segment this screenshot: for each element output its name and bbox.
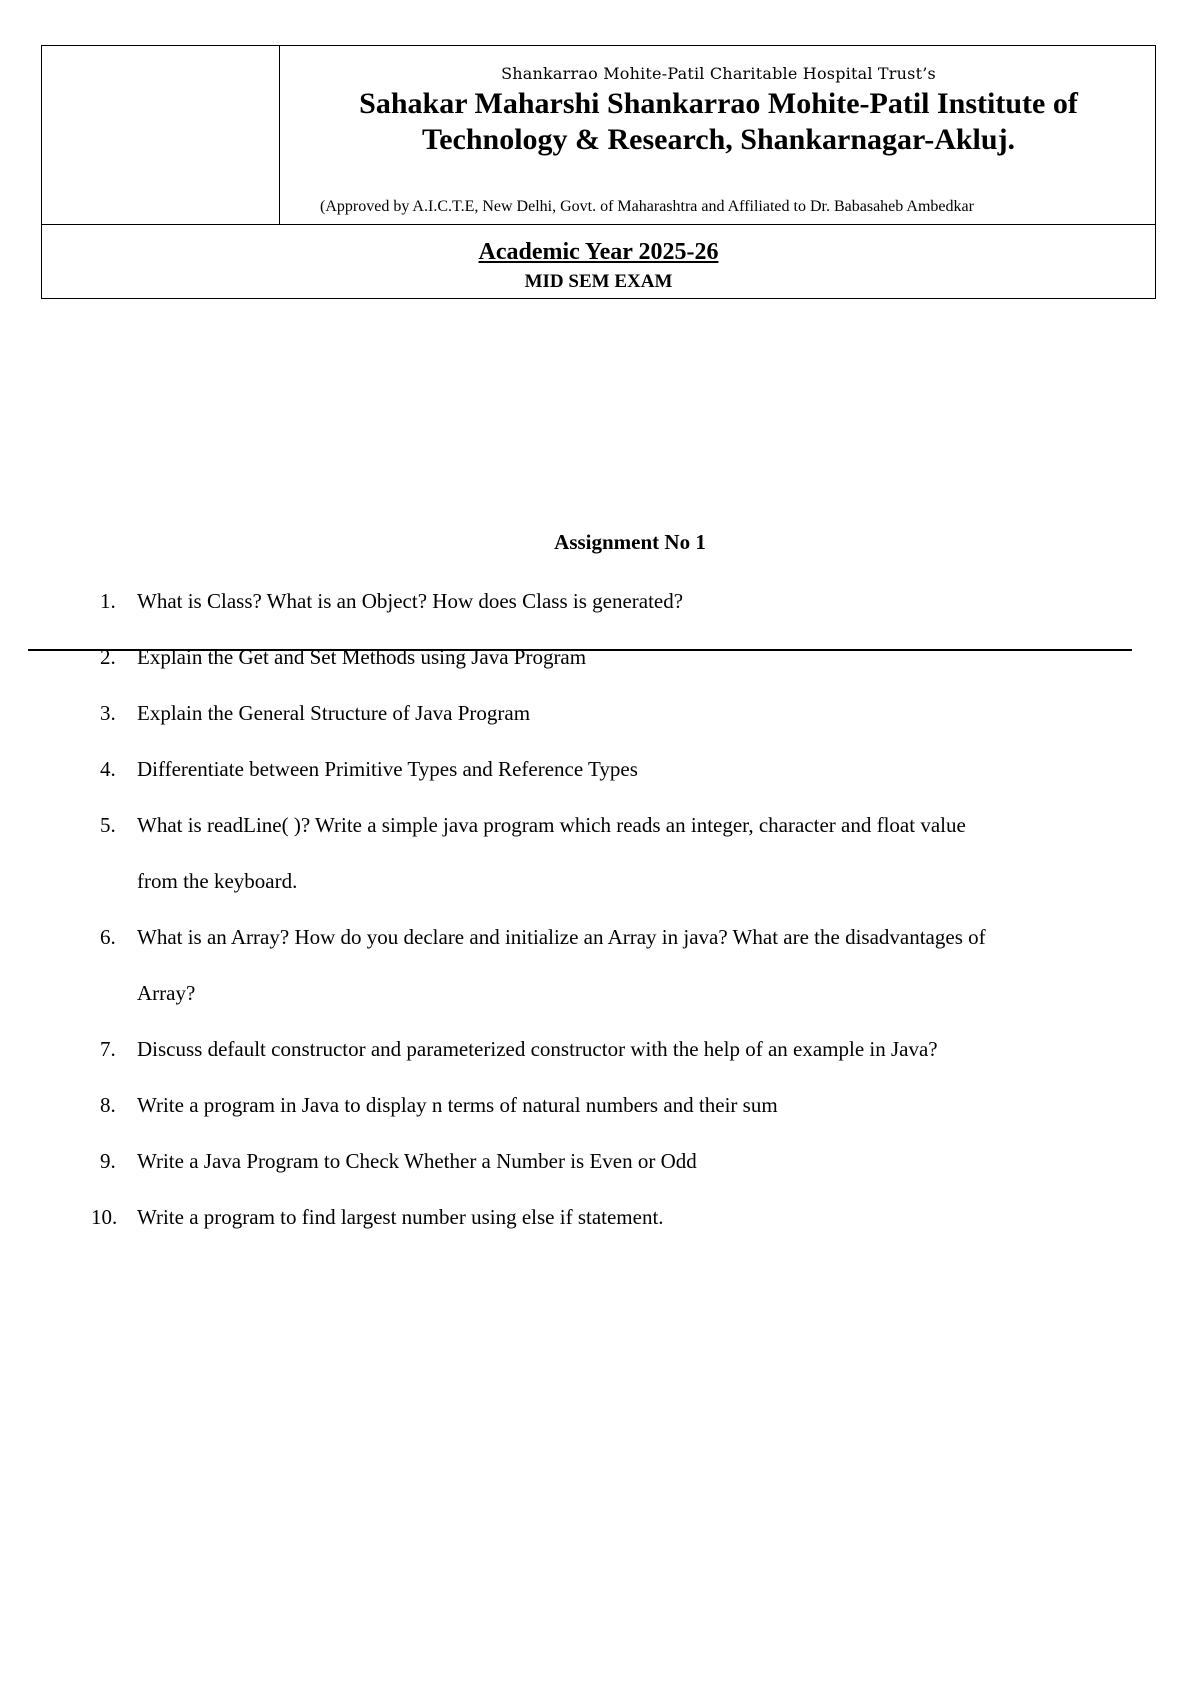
question-text: Explain the Get and Set Methods using Java Program [137,645,587,669]
question-number: 6. [100,925,116,949]
strike-line [28,649,1132,651]
trust-name: Shankarrao Mohite-Patil Charitable Hospital Trust’s [501,64,936,83]
header-divider [42,224,1155,225]
academic-year: Academic Year 2025-26 [478,239,719,265]
question-text: Write a program in Java to display n terms of natural numbers and their sum [137,1093,778,1117]
question-number: 4. [100,757,116,781]
question-number: 8. [100,1093,116,1117]
question-number: 3. [100,701,116,725]
question-number: 2. [100,645,116,669]
logo-cell [42,46,280,224]
question-text: Array? [137,981,196,1005]
question-text: What is an Array? How do you declare and initialize an Array in java? What are the disadvantages of [137,925,986,949]
header-table [41,45,1156,299]
institute-name [280,86,1157,158]
institute-name-line2: Technology & Research, Shankarnagar-Akluj. [421,123,1016,156]
assignment-title: Assignment No 1 [554,530,706,554]
question-number: 5. [100,813,116,837]
question-text: Write a Java Program to Check Whether a Number is Even or Odd [137,1149,697,1173]
question-text: What is Class? What is an Object? How does Class is generated? [137,589,684,613]
question-text: Explain the General Structure of Java Program [137,701,531,725]
institute-name-line1: Sahakar Maharshi Shankarrao Mohite-Patil Institute of [359,87,1078,120]
question-text: Discuss default constructor and parameterized constructor with the help of an example in Java? [137,1037,938,1061]
question-number: 7. [100,1037,116,1061]
question-text: Write a program to find largest number using else if statement. [137,1205,664,1229]
question-text: from the keyboard. [137,869,298,893]
question-text: What is readLine( )? Write a simple java program which reads an integer, character and float value [137,813,966,837]
question-number: 1. [100,589,116,613]
question-text: Differentiate between Primitive Types and Reference Types [137,757,638,781]
exam-title: MID SEM EXAM [524,271,673,292]
question-number: 9. [100,1149,116,1173]
approval-note: (Approved by A.I.C.T.E, New Delhi, Govt. of Maharashtra and Affiliated to Dr. Babasaheb Ambedkar [320,198,974,215]
question-number: 10. [91,1205,118,1229]
